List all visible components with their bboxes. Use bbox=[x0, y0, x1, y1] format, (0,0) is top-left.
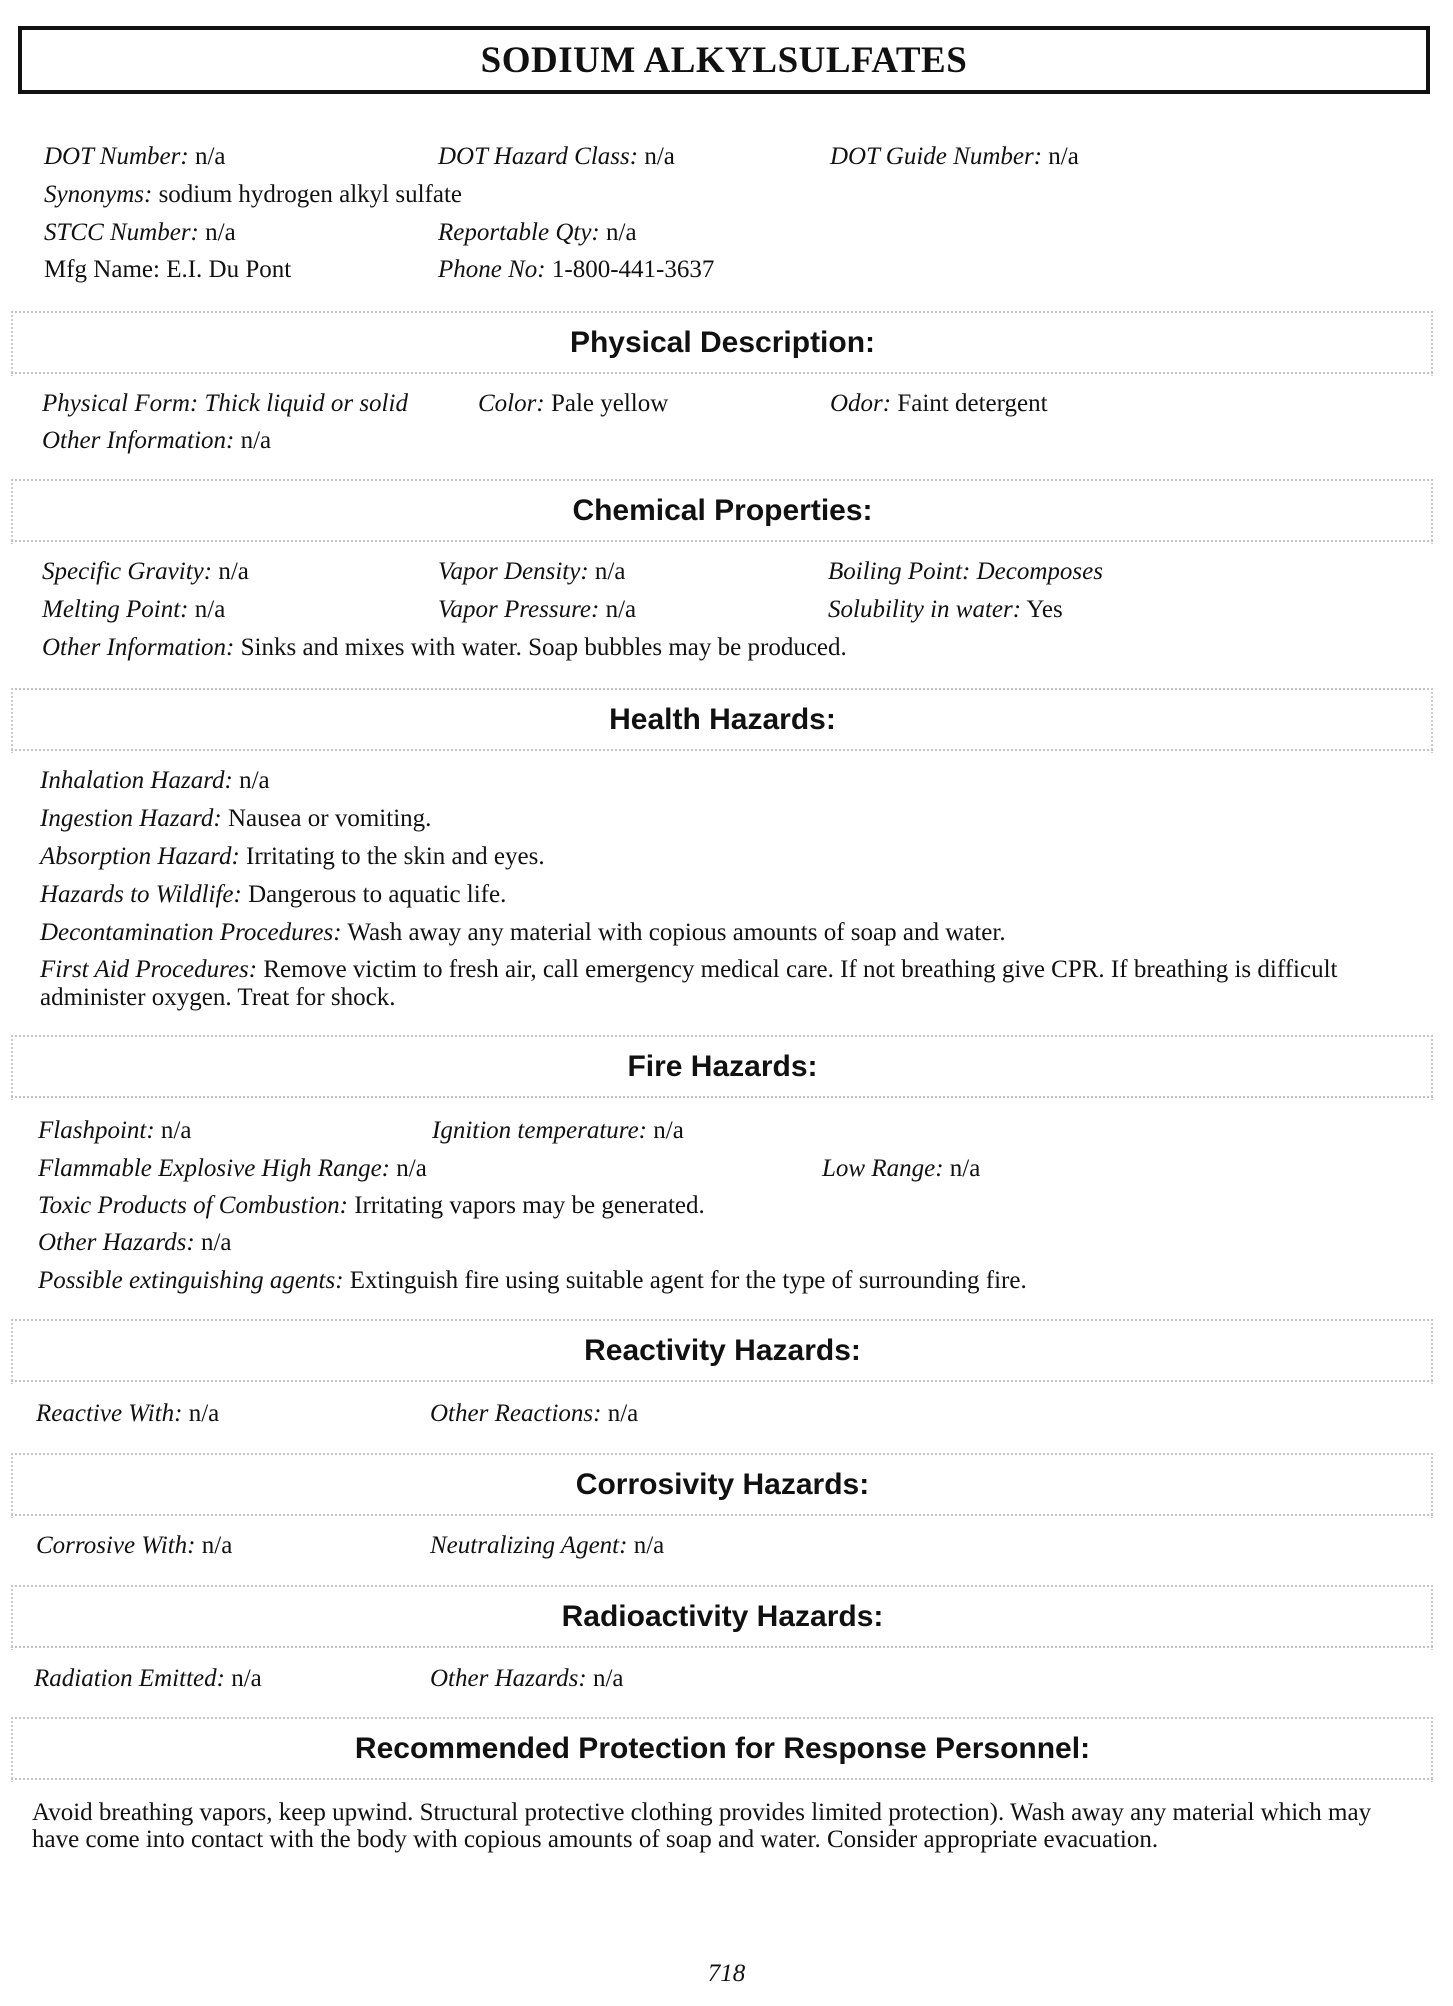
first-aid-procedures: First Aid Procedures: Remove victim to fresh air, call emergency medical care. If not breathing give CPR. If breathing is difficult administer oxygen. Treat for shock. bbox=[40, 956, 1338, 1011]
fire-other-hazards: Other Hazards: n/a bbox=[38, 1229, 232, 1256]
solubility-in-water: Solubility in water: Yes bbox=[828, 596, 1063, 623]
radiation-emitted: Radiation Emitted: n/a bbox=[34, 1665, 262, 1692]
ignition-temperature: Ignition temperature: n/a bbox=[432, 1117, 684, 1144]
dot-hazard-class: DOT Hazard Class: n/a bbox=[438, 143, 675, 170]
health-hazards-header bbox=[10, 687, 1435, 753]
section-heading: Chemical Properties: bbox=[572, 494, 873, 527]
dot-guide-number: DOT Guide Number: n/a bbox=[830, 143, 1079, 170]
vapor-pressure: Vapor Pressure: n/a bbox=[438, 596, 637, 623]
synonyms: Synonyms: sodium hydrogen alkyl sulfate bbox=[44, 181, 462, 208]
other-reactions: Other Reactions: n/a bbox=[430, 1400, 639, 1427]
boiling-point: Boiling Point: Decomposes bbox=[828, 558, 1103, 585]
vapor-density: Vapor Density: n/a bbox=[438, 558, 626, 585]
section-heading: Corrosivity Hazards: bbox=[575, 1468, 870, 1501]
melting-point: Melting Point: n/a bbox=[42, 596, 226, 623]
section-heading: Recommended Protection for Response Personnel: bbox=[354, 1732, 1091, 1765]
physical-form: Physical Form: Thick liquid or solid bbox=[42, 390, 408, 417]
possible-extinguishing-agents: Possible extinguishing agents: Extinguish fire using suitable agent for the type of surrounding fire. bbox=[38, 1267, 1027, 1294]
reactive-with: Reactive With: n/a bbox=[36, 1400, 220, 1427]
toxic-products-of-combustion: Toxic Products of Combustion: Irritating vapors may be generated. bbox=[38, 1192, 705, 1219]
inhalation-hazard: Inhalation Hazard: n/a bbox=[40, 767, 270, 794]
reactivity-hazards-header bbox=[10, 1318, 1435, 1384]
section-heading: Fire Hazards: bbox=[627, 1050, 818, 1083]
odor: Odor: Faint detergent bbox=[830, 390, 1048, 417]
dot-number: DOT Number: n/a bbox=[44, 143, 226, 170]
corrosivity-hazards-header bbox=[10, 1452, 1435, 1518]
chemical-properties-header bbox=[10, 478, 1435, 544]
fire-hazards-header bbox=[10, 1034, 1435, 1100]
decontamination-procedures: Decontamination Procedures: Wash away any material with copious amounts of soap and water. bbox=[40, 919, 1006, 946]
specific-gravity: Specific Gravity: n/a bbox=[42, 558, 249, 585]
corrosive-with: Corrosive With: n/a bbox=[36, 1532, 233, 1559]
document-title: SODIUM ALKYLSULFATES bbox=[480, 39, 968, 81]
flashpoint: Flashpoint: n/a bbox=[38, 1117, 192, 1144]
section-heading: Physical Description: bbox=[569, 326, 876, 359]
chemical-other-information: Other Information: Sinks and mixes with water. Soap bubbles may be produced. bbox=[42, 634, 847, 661]
section-heading: Reactivity Hazards: bbox=[584, 1334, 861, 1367]
mfg-name: Mfg Name: E.I. Du Pont bbox=[44, 256, 292, 283]
stcc-number: STCC Number: n/a bbox=[44, 219, 236, 246]
recommended-protection-header bbox=[10, 1716, 1435, 1782]
radioactivity-other-hazards: Other Hazards: n/a bbox=[430, 1665, 624, 1692]
low-range: Low Range: n/a bbox=[822, 1155, 981, 1182]
phone-number: Phone No: 1-800-441-3637 bbox=[438, 256, 715, 283]
color: Color: Pale yellow bbox=[478, 390, 669, 417]
section-heading: Health Hazards: bbox=[609, 703, 836, 736]
radioactivity-hazards-header bbox=[10, 1584, 1435, 1650]
title-box bbox=[18, 26, 1430, 94]
reportable-qty: Reportable Qty: n/a bbox=[438, 219, 637, 246]
hazards-to-wildlife: Hazards to Wildlife: Dangerous to aquatic life. bbox=[40, 881, 507, 908]
flammable-high-range: Flammable Explosive High Range: n/a bbox=[38, 1155, 427, 1182]
ingestion-hazard: Ingestion Hazard: Nausea or vomiting. bbox=[40, 805, 432, 832]
neutralizing-agent: Neutralizing Agent: n/a bbox=[430, 1532, 665, 1559]
section-heading: Radioactivity Hazards: bbox=[561, 1600, 884, 1633]
physical-other-information: Other Information: n/a bbox=[42, 427, 272, 454]
page-number: 718 bbox=[707, 1960, 746, 1987]
protection-text: Avoid breathing vapors, keep upwind. Structural protective clothing provides limited protection). Wash away any material which may have come into contact with the body with copious amounts of soap and water. Consider appropriate evacuation. bbox=[32, 1799, 1372, 1853]
physical-description-header bbox=[10, 310, 1435, 376]
absorption-hazard: Absorption Hazard: Irritating to the skin and eyes. bbox=[40, 843, 545, 870]
